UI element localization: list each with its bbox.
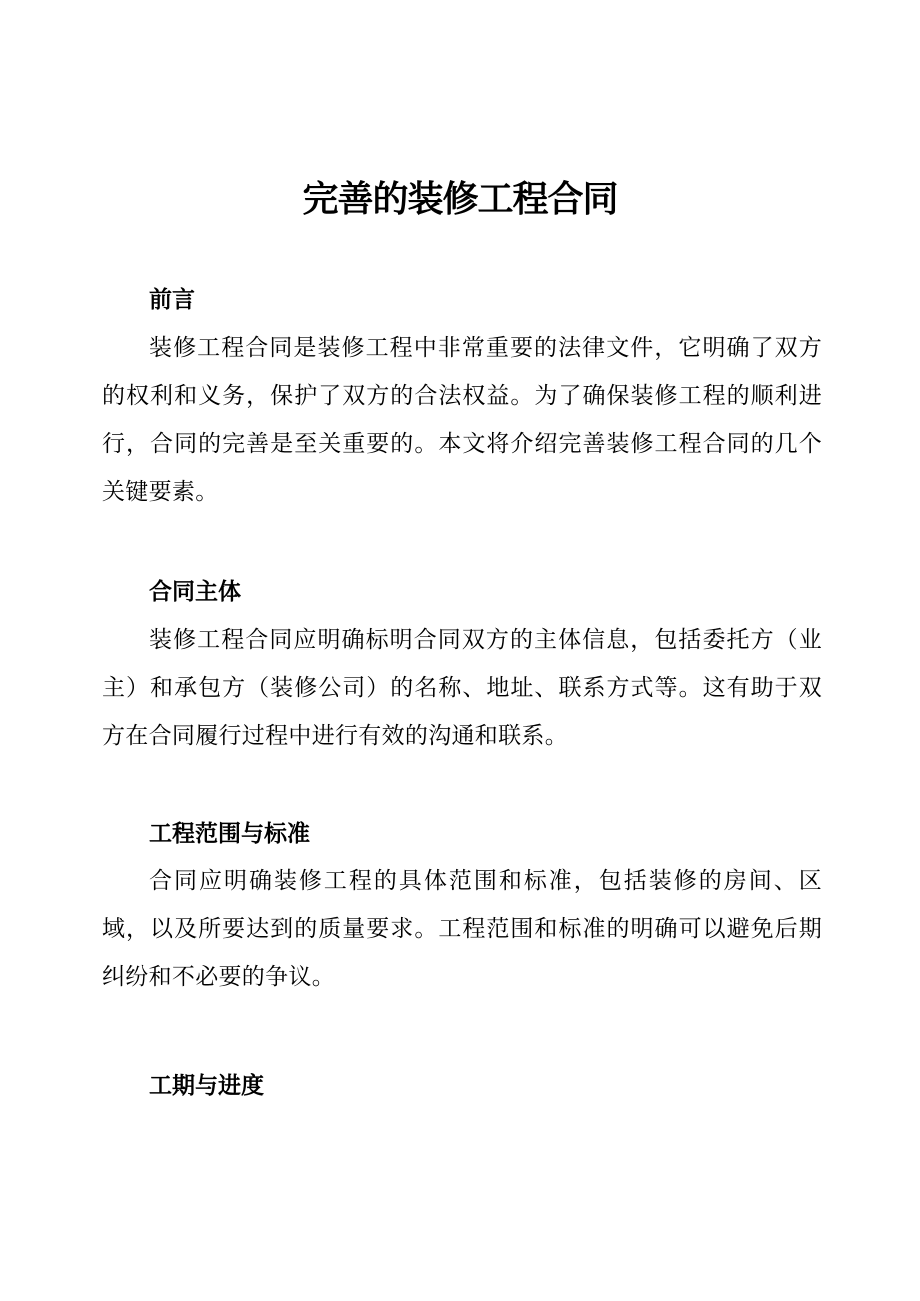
section-heading-contract-parties: 合同主体 [149, 579, 241, 605]
section-heading-scope-standards: 工程范围与标准 [149, 821, 310, 847]
document-title: 完善的装修工程合同 [302, 179, 618, 220]
section-body-scope-standards: 合同应明确装修工程的具体范围和标准，包括装修的房间、区域，以及所要达到的质量要求。工程范围和标准的明确可以避免后期纠纷和不必要的争议。 [102, 868, 822, 990]
section-body-contract-parties: 装修工程合同应明确标明合同双方的主体信息，包括委托方（业主）和承包方（装修公司）的名称、地址、联系方式等。这有助于双方在合同履行过程中进行有效的沟通和联系。 [102, 627, 822, 749]
section-heading-schedule-progress: 工期与进度 [149, 1073, 264, 1099]
section-body-preface: 装修工程合同是装修工程中非常重要的法律文件，它明确了双方的权利和义务，保护了双方的合法权益。为了确保装修工程的顺利进行，合同的完善是至关重要的。本文将介绍完善装修工程合同的几个关键要素。 [102, 335, 822, 505]
section-heading-preface: 前言 [149, 287, 195, 313]
